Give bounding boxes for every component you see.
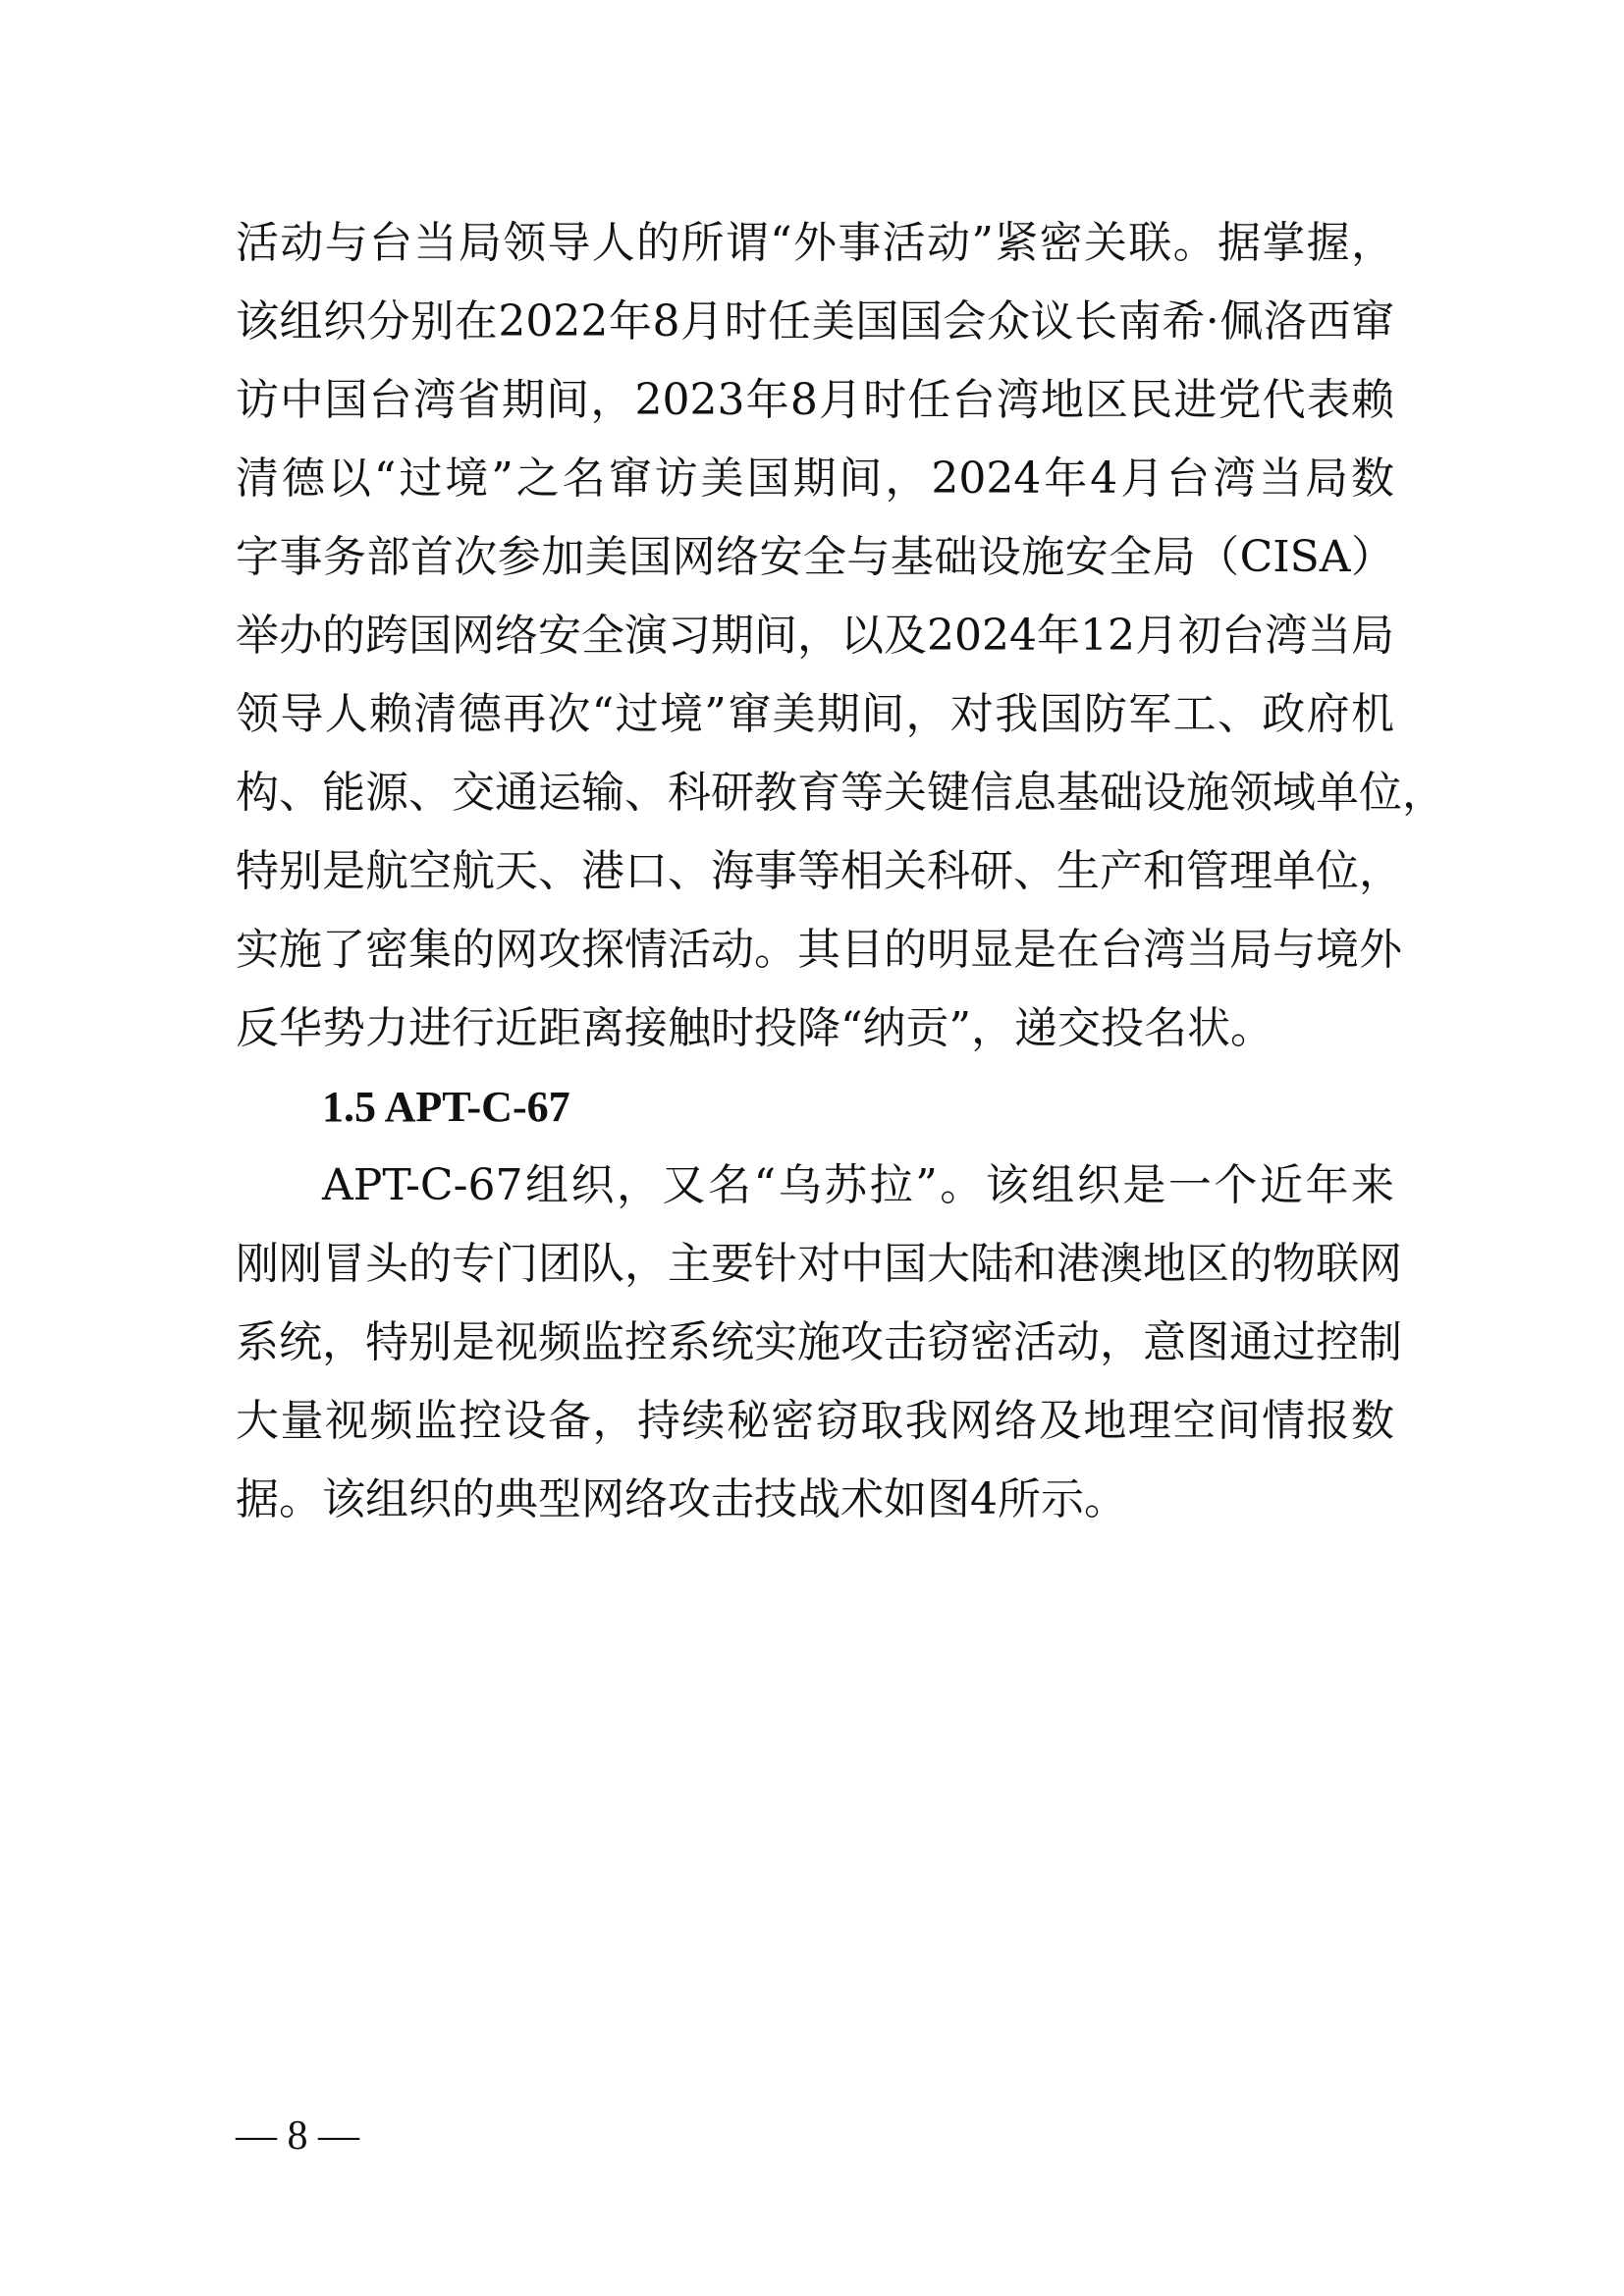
paragraph-1-line-4: 清德以“过境”之名窜访美国期间，2024年4月台湾当局数: [236, 454, 1394, 504]
paragraph-1-line-11: 反华势力进行近距离接触时投降“纳贡”，递交投名状。: [236, 1003, 1273, 1053]
paragraph-2-line-5: 据。该组织的典型网络攻击技战术如图4所示。: [236, 1474, 1127, 1524]
paragraph-1-line-6: 举办的跨国网络安全演习期间，以及2024年12月初台湾当局: [236, 611, 1394, 661]
paragraph-1-line-1: 活动与台当局领导人的所谓“外事活动”紧密关联。据掌握，: [236, 218, 1394, 268]
page-number: — 8 —: [236, 2113, 359, 2159]
paragraph-1-line-5: 字事务部首次参加美国网络安全与基础设施安全局（CISA）: [236, 532, 1394, 582]
paragraph-2-line-3: 系统，特别是视频监控系统实施攻击窃密活动，意图通过控制: [236, 1317, 1402, 1367]
paragraph-2-line-4: 大量视频监控设备，持续秘密窃取我网络及地理空间情报数: [236, 1396, 1394, 1446]
paragraph-1-line-9: 特别是航空航天、港口、海事等相关科研、生产和管理单位，: [236, 846, 1402, 896]
paragraph-1-line-3: 访中国台湾省期间，2023年8月时任台湾地区民进党代表赖: [236, 375, 1394, 425]
section-heading: 1.5 APT-C-67: [322, 1083, 570, 1131]
paragraph-1-line-2: 该组织分别在2022年8月时任美国国会众议长南希·佩洛西窜: [236, 296, 1394, 347]
paragraph-1-line-10: 实施了密集的网攻探情活动。其目的明显是在台湾当局与境外: [236, 925, 1402, 975]
paragraph-1-line-8: 构、能源、交通运输、科研教育等关键信息基础设施领域单位，: [236, 768, 1445, 818]
paragraph-2-line-2: 刚刚冒头的专门团队，主要针对中国大陆和港澳地区的物联网: [236, 1239, 1402, 1289]
paragraph-1-line-7: 领导人赖清德再次“过境”窜美期间，对我国防军工、政府机: [236, 689, 1394, 739]
paragraph-2-line-1: APT-C-67组织，又名“乌苏拉”。该组织是一个近年来: [322, 1160, 1394, 1210]
